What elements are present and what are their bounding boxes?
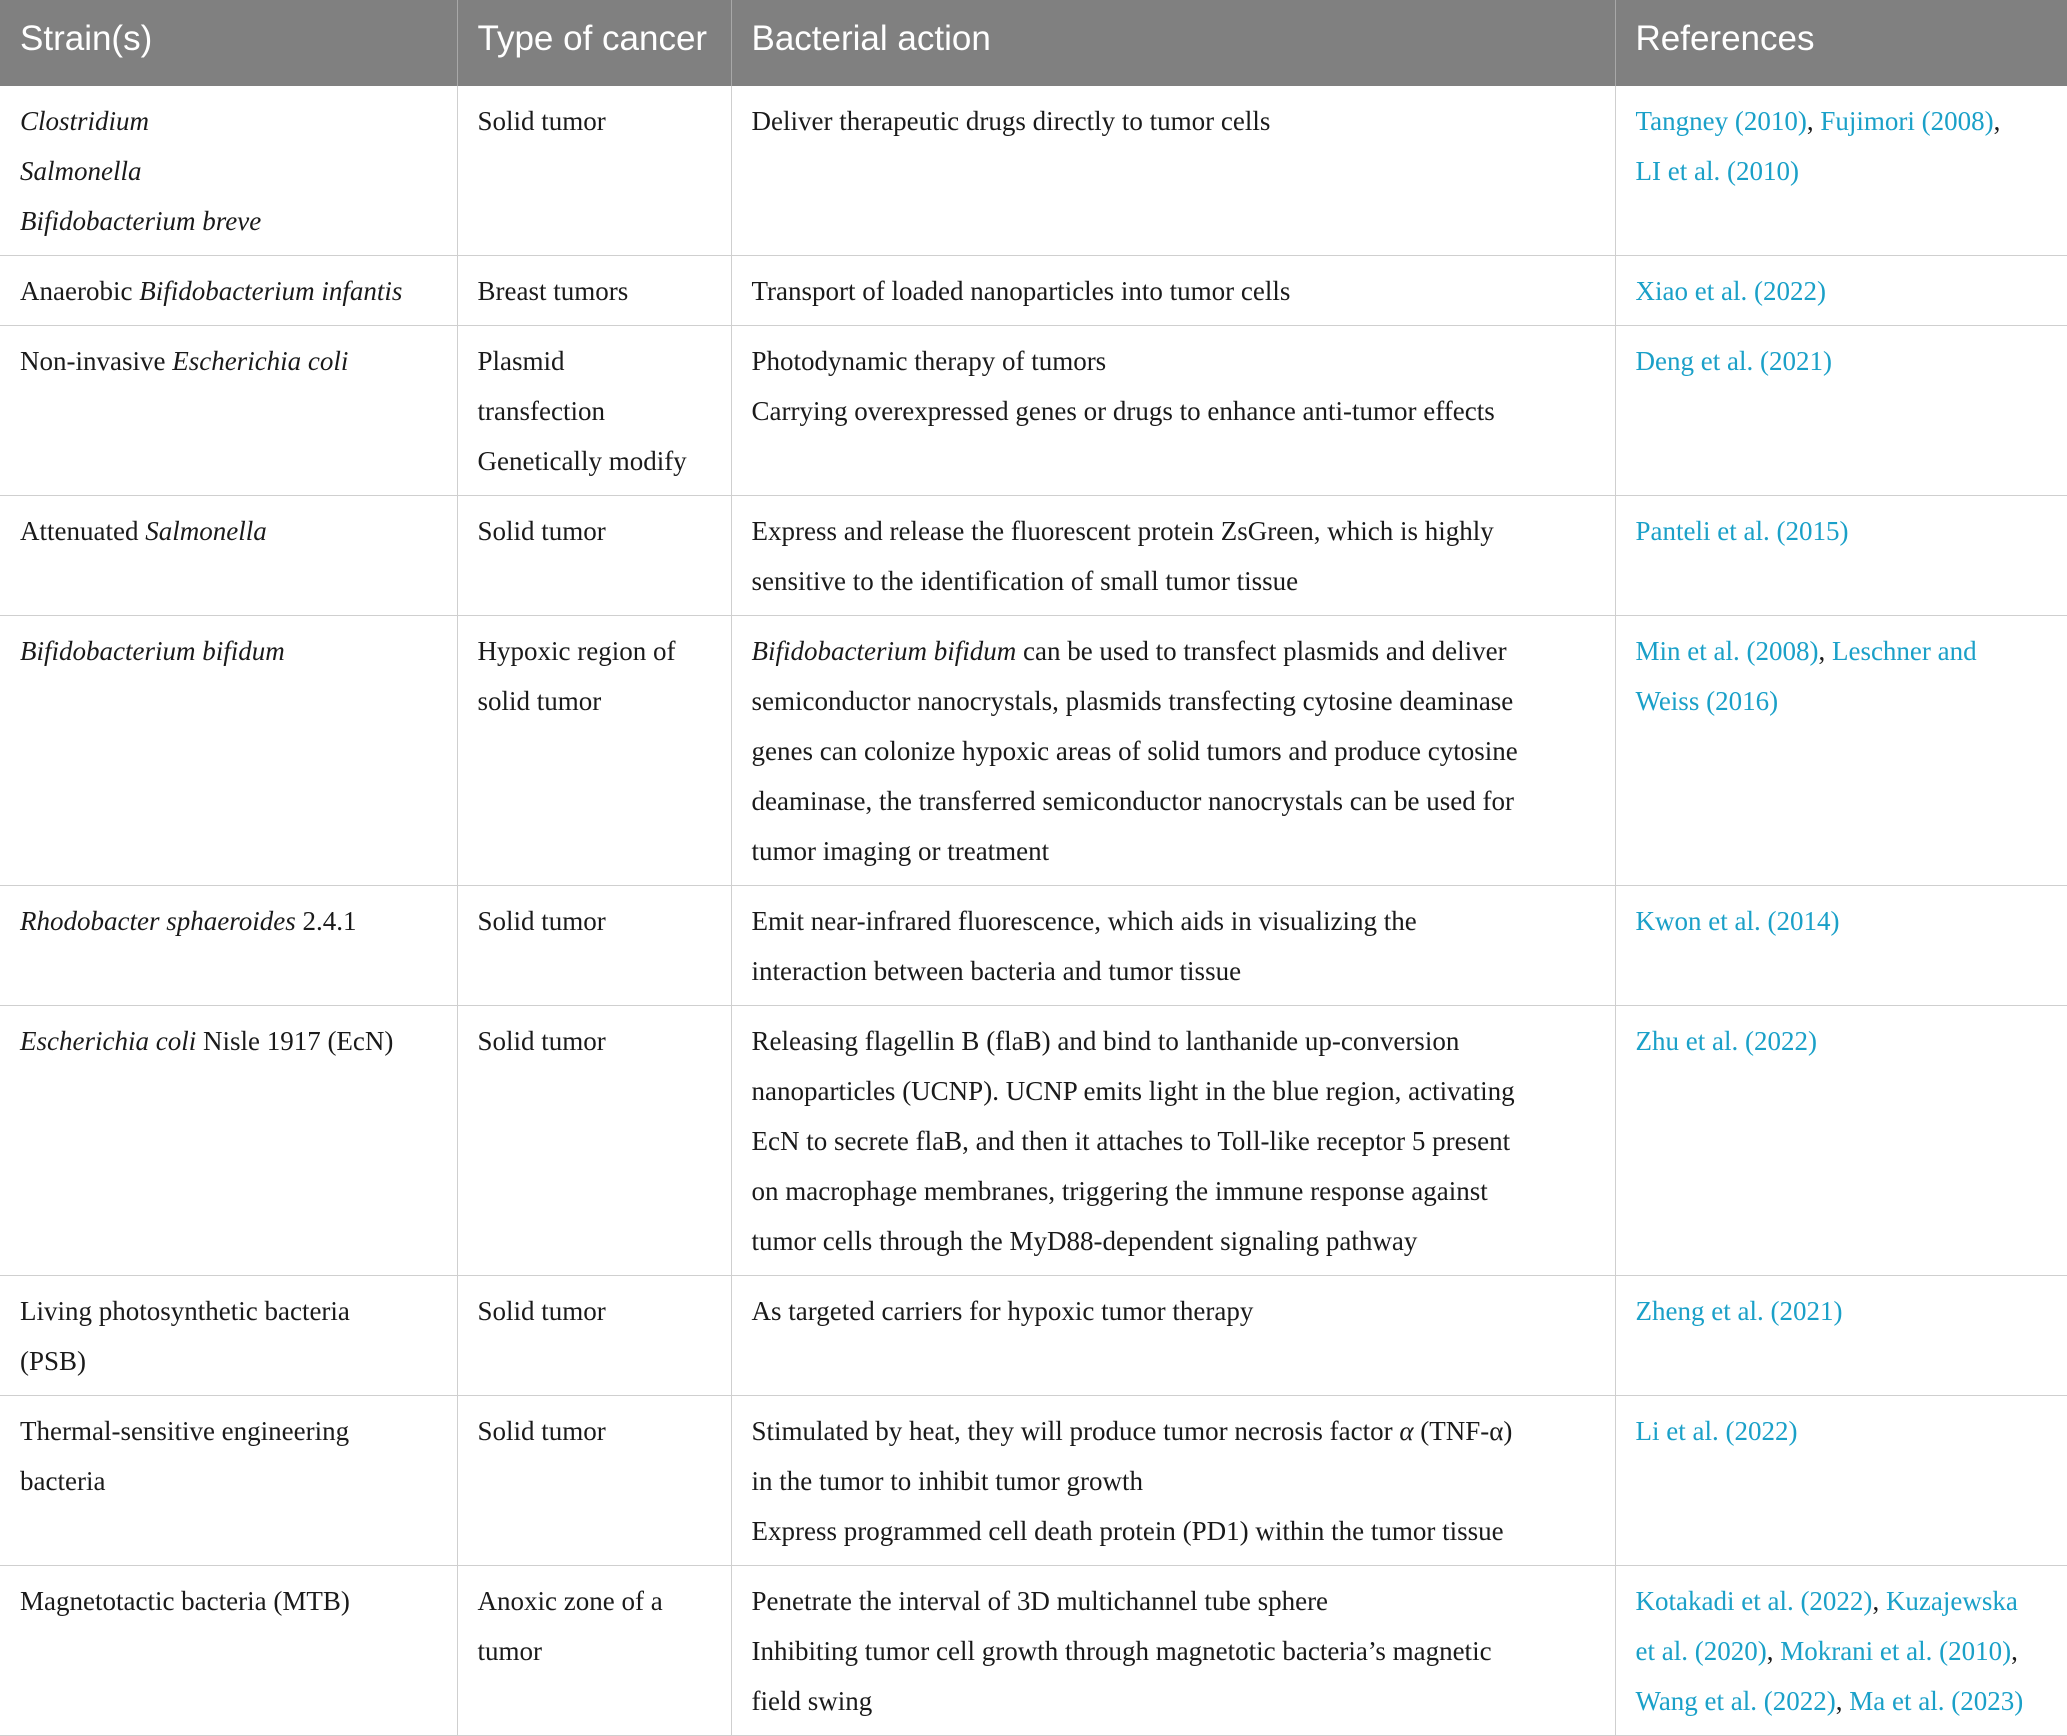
cell-line bbox=[752, 1406, 1595, 1456]
cell-line bbox=[20, 1406, 437, 1456]
strain-cell bbox=[0, 86, 457, 256]
cell-text: Carrying overexpressed genes or drugs to enhance anti-tumor effects bbox=[751, 396, 1495, 426]
cell-text: Plasmid bbox=[477, 346, 565, 376]
cell-text: Express and release the fluorescent protein ZsGreen, which is highly bbox=[751, 516, 1494, 546]
cell-text: solid tumor bbox=[477, 686, 602, 716]
header-references: References bbox=[1615, 0, 2067, 86]
references-cell bbox=[1615, 1276, 2067, 1396]
cell-text: Solid tumor bbox=[477, 1296, 606, 1326]
bacterial-action-cell bbox=[731, 616, 1615, 886]
reference-link[interactable]: Wang et al. (2022) bbox=[1635, 1686, 1836, 1716]
reference-link[interactable]: Leschner and bbox=[1831, 636, 1977, 666]
cell-text: in the tumor to inhibit tumor growth bbox=[751, 1466, 1143, 1496]
strain-cell bbox=[0, 616, 457, 886]
strain-cell bbox=[0, 496, 457, 616]
cell-line bbox=[20, 896, 437, 946]
cell-line bbox=[752, 1216, 1595, 1266]
reference-link[interactable]: Min et al. (2008) bbox=[1635, 636, 1819, 666]
cell-line bbox=[20, 1336, 437, 1386]
strain-cell bbox=[0, 1276, 457, 1396]
table-row bbox=[0, 1566, 2067, 1736]
cell-text: (PSB) bbox=[20, 1346, 87, 1376]
cell-line bbox=[752, 896, 1595, 946]
cell-text: , bbox=[1835, 1686, 1850, 1716]
cell-text: As targeted carriers for hypoxic tumor therapy bbox=[751, 1296, 1254, 1326]
cell-text: Penetrate the interval of 3D multichannel tube sphere bbox=[751, 1586, 1329, 1616]
cell-text: Solid tumor bbox=[477, 906, 606, 936]
reference-link[interactable]: Mokrani et al. (2010) bbox=[1780, 1636, 2012, 1666]
references-cell bbox=[1615, 1396, 2067, 1566]
cell-line bbox=[1636, 626, 2048, 676]
reference-link[interactable]: Kotakadi et al. (2022) bbox=[1635, 1586, 1873, 1616]
cell-line bbox=[752, 1166, 1595, 1216]
cell-text: (TNF-α) bbox=[1413, 1416, 1513, 1446]
cancer-type-cell bbox=[457, 1276, 731, 1396]
cell-text: , bbox=[1818, 636, 1832, 666]
references-cell bbox=[1615, 496, 2067, 616]
table-row bbox=[0, 886, 2067, 1006]
cell-text: on macrophage membranes, triggering the immune response against bbox=[751, 1176, 1488, 1206]
reference-link[interactable]: Kuzajewska bbox=[1885, 1586, 2018, 1616]
cell-text: Salmonella bbox=[20, 156, 142, 186]
cell-text: genes can colonize hypoxic areas of solid tumors and produce cytosine bbox=[751, 736, 1518, 766]
reference-link[interactable]: Xiao et al. (2022) bbox=[1635, 276, 1826, 306]
cell-text: Living photosynthetic bacteria bbox=[20, 1296, 350, 1326]
cell-text: bacteria bbox=[20, 1466, 106, 1496]
reference-link[interactable]: Zhu et al. (2022) bbox=[1635, 1026, 1817, 1056]
cell-line bbox=[1636, 1576, 2048, 1626]
cell-text: semiconductor nanocrystals, plasmids transfecting cytosine deaminase bbox=[751, 686, 1514, 716]
cell-text: Bifidobacterium breve bbox=[20, 206, 262, 236]
cancer-type-cell bbox=[457, 886, 731, 1006]
cell-line bbox=[20, 626, 437, 676]
cell-line bbox=[752, 726, 1595, 776]
reference-link[interactable]: et al. (2020) bbox=[1635, 1636, 1767, 1666]
cell-text: Inhibiting tumor cell growth through magnetotic bacteria’s magnetic bbox=[751, 1636, 1492, 1666]
references-cell bbox=[1615, 1006, 2067, 1276]
reference-link[interactable]: Deng et al. (2021) bbox=[1635, 346, 1832, 376]
reference-link[interactable]: Weiss (2016) bbox=[1635, 686, 1779, 716]
cell-text: , bbox=[2011, 1636, 2018, 1666]
cell-text: Escherichia coli bbox=[20, 1026, 197, 1056]
cell-line bbox=[20, 1456, 437, 1506]
strain-cell bbox=[0, 1006, 457, 1276]
reference-link[interactable]: Tangney (2010) bbox=[1635, 106, 1807, 136]
cell-text: deaminase, the transferred semiconductor nanocrystals can be used for bbox=[751, 786, 1514, 816]
cell-text: EcN to secrete flaB, and then it attaches to Toll-like receptor 5 present bbox=[751, 1126, 1511, 1156]
cell-line bbox=[20, 196, 437, 246]
bacterial-action-cell bbox=[731, 1006, 1615, 1276]
cell-line bbox=[20, 96, 437, 146]
table-row bbox=[0, 326, 2067, 496]
cell-text: Anaerobic bbox=[20, 276, 140, 306]
cell-line bbox=[752, 1116, 1595, 1166]
cancer-type-cell bbox=[457, 1006, 731, 1276]
cell-line bbox=[752, 1286, 1595, 1336]
cell-text: Bifidobacterium infantis bbox=[139, 276, 403, 306]
cell-line bbox=[752, 266, 1595, 316]
cell-line bbox=[1636, 1286, 2048, 1336]
table-row bbox=[0, 616, 2067, 886]
cell-line bbox=[20, 336, 437, 386]
references-cell bbox=[1615, 1566, 2067, 1736]
cell-text: Solid tumor bbox=[477, 1026, 606, 1056]
cell-line bbox=[1636, 96, 2048, 146]
bacterial-action-cell bbox=[731, 326, 1615, 496]
cell-text: α bbox=[1399, 1416, 1414, 1446]
bacterial-action-cell bbox=[731, 1276, 1615, 1396]
cell-text: Photodynamic therapy of tumors bbox=[751, 346, 1107, 376]
cell-text: Thermal-sensitive engineering bbox=[20, 1416, 350, 1446]
table-row bbox=[0, 1006, 2067, 1276]
strain-cell bbox=[0, 1396, 457, 1566]
cell-text: Deliver therapeutic drugs directly to tumor cells bbox=[751, 106, 1271, 136]
cell-text: tumor bbox=[477, 1636, 542, 1666]
cell-text: , bbox=[1766, 1636, 1781, 1666]
cell-line bbox=[20, 1286, 437, 1336]
cell-text: tumor cells through the MyD88-dependent signaling pathway bbox=[751, 1226, 1418, 1256]
reference-link[interactable]: Ma et al. (2023) bbox=[1849, 1686, 2024, 1716]
references-cell bbox=[1615, 256, 2067, 326]
cell-line bbox=[1636, 1406, 2048, 1456]
cell-text: field swing bbox=[751, 1686, 873, 1716]
cell-line bbox=[752, 336, 1595, 386]
strain-cell bbox=[0, 256, 457, 326]
cell-text: Anoxic zone of a bbox=[477, 1586, 663, 1616]
cell-text: Clostridium bbox=[20, 106, 150, 136]
reference-link[interactable]: LI et al. (2010) bbox=[1635, 156, 1799, 186]
table-row bbox=[0, 86, 2067, 256]
cell-line bbox=[752, 1066, 1595, 1116]
cell-line bbox=[20, 266, 437, 316]
cell-text: Solid tumor bbox=[477, 516, 606, 546]
cell-line bbox=[1636, 1626, 2048, 1676]
cell-line bbox=[752, 1456, 1595, 1506]
cell-line bbox=[752, 1016, 1595, 1066]
cell-line bbox=[752, 826, 1595, 876]
cell-text: Solid tumor bbox=[477, 106, 606, 136]
cell-line bbox=[1636, 506, 2048, 556]
cell-text: Nisle 1917 (EcN) bbox=[196, 1026, 394, 1056]
cell-line bbox=[752, 626, 1595, 676]
cell-line bbox=[1636, 676, 2048, 726]
reference-link[interactable]: Li et al. (2022) bbox=[1635, 1416, 1798, 1446]
table-row bbox=[0, 256, 2067, 326]
cell-text: , bbox=[1806, 106, 1821, 136]
table-row bbox=[0, 1276, 2067, 1396]
cancer-type-cell bbox=[457, 326, 731, 496]
reference-link[interactable]: Kwon et al. (2014) bbox=[1635, 906, 1840, 936]
reference-link[interactable]: Zheng et al. (2021) bbox=[1635, 1296, 1843, 1326]
cell-text: Emit near-infrared fluorescence, which aids in visualizing the bbox=[751, 906, 1417, 936]
cell-text: , bbox=[1993, 106, 2001, 136]
cell-text: Magnetotactic bacteria (MTB) bbox=[20, 1586, 350, 1616]
cancer-type-cell bbox=[457, 616, 731, 886]
cell-text: Attenuated bbox=[20, 516, 146, 546]
cell-line bbox=[1636, 266, 2048, 316]
strain-cell bbox=[0, 326, 457, 496]
cell-line bbox=[20, 506, 437, 556]
cancer-type-cell bbox=[457, 1566, 731, 1736]
cell-line bbox=[1636, 1676, 2048, 1726]
cell-line bbox=[752, 946, 1595, 996]
cell-text: Salmonella bbox=[145, 516, 267, 546]
table-body bbox=[0, 86, 2067, 1736]
bacterial-action-cell bbox=[731, 496, 1615, 616]
cell-line bbox=[752, 556, 1595, 606]
cell-line bbox=[20, 1016, 437, 1066]
cancer-type-cell bbox=[457, 496, 731, 616]
strain-cell bbox=[0, 1566, 457, 1736]
cell-line bbox=[752, 1506, 1595, 1556]
references-cell bbox=[1615, 326, 2067, 496]
bacterial-action-cell bbox=[731, 886, 1615, 1006]
cell-line bbox=[752, 386, 1595, 436]
cell-line bbox=[1636, 896, 2048, 946]
cell-text: Solid tumor bbox=[477, 1416, 606, 1446]
bacterial-action-cell bbox=[731, 1566, 1615, 1736]
table-row bbox=[0, 496, 2067, 616]
header-bacterial-action: Bacterial action bbox=[731, 0, 1615, 86]
cell-text: Express programmed cell death protein (PD1) within the tumor tissue bbox=[751, 1516, 1504, 1546]
reference-link[interactable]: Panteli et al. (2015) bbox=[1635, 516, 1849, 546]
cell-text: , bbox=[1872, 1586, 1886, 1616]
references-cell bbox=[1615, 616, 2067, 886]
cell-line bbox=[20, 1576, 437, 1626]
cell-text: Escherichia coli bbox=[172, 346, 349, 376]
cell-line bbox=[752, 1676, 1595, 1726]
cell-line bbox=[1636, 146, 2048, 196]
bacterial-action-cell bbox=[731, 86, 1615, 256]
cell-text: sensitive to the identification of small tumor tissue bbox=[751, 566, 1299, 596]
cell-line bbox=[752, 96, 1595, 146]
references-cell bbox=[1615, 86, 2067, 256]
bacterial-action-cell bbox=[731, 256, 1615, 326]
header-strain: Strain(s) bbox=[0, 0, 457, 86]
cell-text: Releasing flagellin B (flaB) and bind to lanthanide up-conversion bbox=[751, 1026, 1460, 1056]
table-row bbox=[0, 1396, 2067, 1566]
header-type-of-cancer: Type of cancer bbox=[457, 0, 731, 86]
cell-text: nanoparticles (UCNP). UCNP emits light in the blue region, activating bbox=[751, 1076, 1515, 1106]
cell-text: Bifidobacterium bifidum bbox=[20, 636, 285, 666]
cell-text: Hypoxic region of bbox=[477, 636, 676, 666]
cell-text: tumor imaging or treatment bbox=[751, 836, 1050, 866]
cell-line bbox=[752, 1576, 1595, 1626]
bacterial-action-cell bbox=[731, 1396, 1615, 1566]
cancer-type-cell bbox=[457, 86, 731, 256]
cell-text: Stimulated by heat, they will produce tumor necrosis factor bbox=[751, 1416, 1400, 1446]
cell-text: Transport of loaded nanoparticles into tumor cells bbox=[751, 276, 1291, 306]
strain-cell bbox=[0, 886, 457, 1006]
cell-line bbox=[20, 146, 437, 196]
cancer-type-cell bbox=[457, 256, 731, 326]
cell-text: interaction between bacteria and tumor tissue bbox=[751, 956, 1242, 986]
cell-line bbox=[1636, 336, 2048, 386]
cell-line bbox=[752, 506, 1595, 556]
cell-line bbox=[1636, 1016, 2048, 1066]
cell-text: transfection bbox=[477, 396, 605, 426]
cell-text: 2.4.1 bbox=[295, 906, 357, 936]
cell-text: Rhodobacter sphaeroides bbox=[20, 906, 296, 936]
cell-text: Breast tumors bbox=[477, 276, 629, 306]
cell-text: Genetically modify bbox=[477, 446, 687, 476]
cancer-type-cell bbox=[457, 1396, 731, 1566]
reference-link[interactable]: Fujimori (2008) bbox=[1820, 106, 1994, 136]
cell-text: can be used to transfect plasmids and deliver bbox=[1016, 636, 1507, 666]
cell-text: Bifidobacterium bifidum bbox=[751, 636, 1017, 666]
cell-text: Non-invasive bbox=[20, 346, 173, 376]
cell-line bbox=[752, 1626, 1595, 1676]
cell-line bbox=[752, 776, 1595, 826]
references-cell bbox=[1615, 886, 2067, 1006]
table-header-row bbox=[0, 0, 2067, 86]
cell-line bbox=[752, 676, 1595, 726]
